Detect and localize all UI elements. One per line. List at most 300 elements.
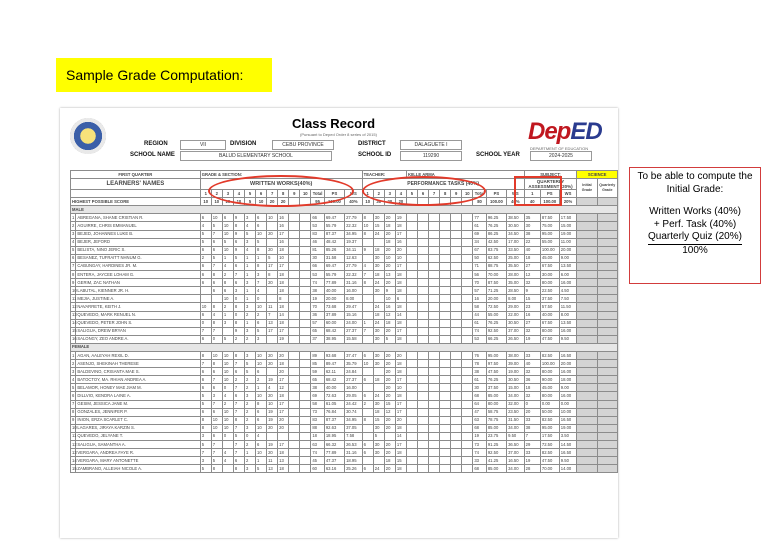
pt-score [429, 246, 440, 254]
initial-grade-cell [577, 351, 597, 359]
qa-ws: 9.50 [559, 457, 577, 465]
pt-score: 6 [362, 392, 373, 400]
pt-score: 20 [384, 465, 395, 473]
pt-ps: 62.50 [486, 254, 506, 262]
pt-score [462, 238, 473, 246]
pt-score [451, 262, 462, 270]
pt-score [362, 335, 373, 343]
row-number: 15 [71, 465, 76, 473]
quarterly-grade-cell [597, 351, 617, 359]
table-row [71, 295, 618, 303]
ww-score: 6 [200, 311, 211, 319]
pt-score [440, 214, 451, 222]
ww-score: 8 [211, 319, 222, 327]
initial-grade-cell [577, 360, 597, 368]
pt-score [362, 368, 373, 376]
pt-score: 18 [395, 368, 406, 376]
pt-score [362, 238, 373, 246]
pt-ws: 30.50 [507, 319, 525, 327]
pt-ps: 47.50 [486, 368, 506, 376]
ww-score: 7 [233, 360, 244, 368]
ww-score [267, 368, 278, 376]
hps-pt-ps: 100.00 [486, 198, 506, 206]
pt-score [429, 222, 440, 230]
pt-score: 30 [373, 287, 384, 295]
ww-score: 8 [233, 319, 244, 327]
qa-ps: 82.50 [540, 416, 559, 424]
ww-score: 5 [256, 238, 267, 246]
written-works-header: WRITTEN WORKS(40%) [200, 179, 362, 190]
pt-score [451, 327, 462, 335]
ww-score: 10 [222, 351, 233, 359]
pt-ws: 34.00 [507, 424, 525, 432]
qa-ws: 8.00 [559, 311, 577, 319]
ww-score: 16 [278, 238, 289, 246]
ww-score: 2 [244, 408, 255, 416]
pt-score [429, 295, 440, 303]
pt-total: 68 [473, 392, 487, 400]
pt-ws: 28.00 [507, 271, 525, 279]
initial-grade-cell [577, 424, 597, 432]
quarterly-grade-cell [597, 392, 617, 400]
ww-score: 10 [256, 392, 267, 400]
ww-score: 2 [244, 441, 255, 449]
hps-qa-score: 40 [524, 198, 540, 206]
pt-score: 30 [373, 449, 384, 457]
pt-score [451, 441, 462, 449]
learner-name: DILLVIO, KENDRA LAINE A. [76, 392, 200, 400]
qa-ps: 57.50 [540, 303, 559, 311]
pt-score: 17 [395, 408, 406, 416]
ww-score: 0 [211, 335, 222, 343]
qa-score: 15 [524, 295, 540, 303]
pt-ps: 85.00 [486, 465, 506, 473]
ww-ws: 35.79 [345, 360, 363, 368]
ww-score: 3 [200, 432, 211, 440]
pt-score [451, 222, 462, 230]
ww-ps: 38.95 [324, 335, 344, 343]
ww-total: 89 [311, 351, 325, 359]
table-row [71, 441, 618, 449]
qa-ps: 95.00 [540, 230, 559, 238]
ww-score: 4 [222, 392, 233, 400]
pt-ws: 32.00 [507, 400, 525, 408]
pt-score [451, 408, 462, 416]
quarterly-grade-cell [597, 465, 617, 473]
ww-score: 10 [222, 230, 233, 238]
row-number: 8 [71, 408, 76, 416]
ww-score [300, 392, 311, 400]
ww-score [289, 335, 300, 343]
ww-score: 10 [267, 400, 278, 408]
ww-score: 6 [200, 384, 211, 392]
pt-score [429, 238, 440, 246]
table-row [71, 303, 618, 311]
pt-score [418, 457, 429, 465]
ww-score: 2 [244, 384, 255, 392]
ww-score: 5 [244, 368, 255, 376]
pt-total: 53 [473, 335, 487, 343]
qa-score: 12 [524, 271, 540, 279]
ww-ps: 77.89 [324, 279, 344, 287]
pt-ps: 96.25 [486, 214, 506, 222]
pt-score [418, 416, 429, 424]
pt-col-number: 8 [440, 190, 451, 198]
ww-score: 10 [256, 424, 267, 432]
pt-score [451, 392, 462, 400]
qa-score: 27 [524, 319, 540, 327]
ww-ps: 93.68 [324, 351, 344, 359]
ww-col-number: 5 [244, 190, 255, 198]
pt-score: 20 [384, 351, 395, 359]
ww-score [300, 303, 311, 311]
pt-score: 30 [373, 327, 384, 335]
ww-score: 2 [200, 254, 211, 262]
pt-score [429, 424, 440, 432]
ww-score: 12 [278, 384, 289, 392]
pt-score: 30 [373, 351, 384, 359]
performance-tasks-header: PERFORMANCE TASKS (40%) [362, 179, 524, 190]
row-number: 14 [71, 319, 76, 327]
ww-score: 4 [267, 384, 278, 392]
ww-ws: 27.37 [345, 376, 363, 384]
quarterly-grade-cell [597, 384, 617, 392]
ww-score: 5 [211, 457, 222, 465]
ww-total: 70 [311, 303, 325, 311]
pt-score: 16 [395, 238, 406, 246]
pt-score: 8 [362, 230, 373, 238]
pt-total: 64 [473, 400, 487, 408]
pt-score [440, 295, 451, 303]
school-id-label: SCHOOL ID [358, 152, 392, 158]
pt-score [373, 238, 384, 246]
pt-score: 10 [362, 360, 373, 368]
ww-ws: 24.84 [345, 368, 363, 376]
qa-score: 18 [524, 384, 540, 392]
pt-ps: 95.00 [486, 351, 506, 359]
pt-score [462, 254, 473, 262]
table-row [71, 351, 618, 359]
ww-score: 3 [244, 279, 255, 287]
qa-score: 40 [524, 360, 540, 368]
pt-ps: 20.00 [486, 295, 506, 303]
hps-ww-score: 20 [267, 198, 278, 206]
ww-ps: 63.16 [324, 465, 344, 473]
ww-ps: 31.58 [324, 254, 344, 262]
pt-score: 17 [395, 400, 406, 408]
ww-score: 1 [256, 254, 267, 262]
pt-score [462, 295, 473, 303]
ww-score: 6 [211, 246, 222, 254]
grade-table [70, 170, 618, 473]
learner-name: INION, ERZA SCARLET C. [76, 416, 200, 424]
pt-score [462, 400, 473, 408]
pt-score [440, 400, 451, 408]
pt-score: 18 [373, 311, 384, 319]
quarterly-grade-cell [597, 408, 617, 416]
quarterly-grade-cell [597, 303, 617, 311]
ww-score: 8 [233, 416, 244, 424]
ww-score: 20 [267, 351, 278, 359]
ww-score [289, 311, 300, 319]
row-number: 8 [71, 271, 76, 279]
pt-score [451, 400, 462, 408]
ww-score: 9 [233, 327, 244, 335]
ww-score: 14 [278, 311, 289, 319]
ww-score: 18 [278, 449, 289, 457]
pt-score: 18 [395, 271, 406, 279]
ww-score: 19 [267, 441, 278, 449]
pt-score [418, 441, 429, 449]
ww-ws: 19.37 [345, 238, 363, 246]
pt-score [429, 254, 440, 262]
pt-score [418, 254, 429, 262]
pt-score: 17 [395, 376, 406, 384]
qa-ps: 95.00 [540, 424, 559, 432]
pt-score [440, 392, 451, 400]
pt-score: 18 [384, 319, 395, 327]
ww-score [300, 424, 311, 432]
pt-score [406, 424, 417, 432]
initial-grade-cell [577, 214, 597, 222]
pt-score [429, 303, 440, 311]
pt-score [418, 392, 429, 400]
ww-score: 10 [211, 351, 222, 359]
pt-score [418, 238, 429, 246]
ww-total: 38 [311, 384, 325, 392]
ww-score [300, 222, 311, 230]
pt-score [462, 424, 473, 432]
ww-score: 5 [222, 335, 233, 343]
qa-score: 16 [524, 311, 540, 319]
hps-pt-score: 20 [395, 198, 406, 206]
qa-ws: 3.50 [559, 432, 577, 440]
ww-score: 4 [222, 449, 233, 457]
ww-score: 6 [222, 214, 233, 222]
row-number: 9 [71, 416, 76, 424]
learner-name: VERGARA, MARY ANTONETTE [76, 457, 200, 465]
pt-score [429, 262, 440, 270]
ww-score: 7 [233, 408, 244, 416]
pt-total: 74 [473, 449, 487, 457]
pt-score: 18 [395, 465, 406, 473]
ww-score: 6 [256, 441, 267, 449]
pt-score [451, 335, 462, 343]
row-number: 1 [71, 214, 76, 222]
ww-score: 10 [256, 360, 267, 368]
pt-score [362, 287, 373, 295]
ww-ps: 87.37 [324, 416, 344, 424]
pt-score [406, 238, 417, 246]
ww-score: 2 [244, 400, 255, 408]
ww-total: 60 [311, 465, 325, 473]
pt-score: 18 [395, 360, 406, 368]
row-number: 16 [71, 335, 76, 343]
qa-ws: 9.00 [559, 384, 577, 392]
hps-quarterly-grade [597, 198, 617, 206]
hps-pt-score [418, 198, 429, 206]
pt-score [418, 303, 429, 311]
ww-score: 16 [278, 222, 289, 230]
pt-ps: 87.50 [486, 279, 506, 287]
pt-score [462, 230, 473, 238]
pt-score: 10 [395, 384, 406, 392]
ww-score [278, 432, 289, 440]
deped-logo-subtitle: DEPARTMENT OF EDUCATION [530, 146, 589, 151]
pt-score [451, 360, 462, 368]
pt-ws: 26.50 [507, 335, 525, 343]
pt-score: 5 [373, 432, 384, 440]
pt-score [406, 432, 417, 440]
qa-ws: 16.00 [559, 327, 577, 335]
pt-score: 15 [373, 222, 384, 230]
pt-score: 19 [395, 214, 406, 222]
ww-score: 17 [278, 400, 289, 408]
ww-score [300, 295, 311, 303]
class-record-document [60, 108, 618, 538]
qa-score: 33 [524, 351, 540, 359]
pt-score [429, 279, 440, 287]
ww-score [289, 303, 300, 311]
ww-score: 17 [278, 327, 289, 335]
ww-score: 2 [222, 303, 233, 311]
pt-score [451, 368, 462, 376]
pt-score: 20 [384, 327, 395, 335]
ww-score [289, 360, 300, 368]
ww-score [289, 351, 300, 359]
pt-score [429, 271, 440, 279]
pt-score [362, 254, 373, 262]
region-label: REGION [144, 141, 168, 147]
ww-score [267, 287, 278, 295]
ww-score: 10 [267, 214, 278, 222]
pt-ws: 34.00 [507, 465, 525, 473]
ww-score: 7 [200, 360, 211, 368]
pt-total: 58 [473, 303, 487, 311]
pt-ps: 85.00 [486, 424, 506, 432]
qa-ws: 19.00 [559, 230, 577, 238]
pt-score [462, 327, 473, 335]
pt-ws: 17.00 [507, 238, 525, 246]
pt-score: 10 [384, 254, 395, 262]
pt-total: 47 [473, 408, 487, 416]
pt-score [418, 465, 429, 473]
pt-score [429, 384, 440, 392]
ww-score: 10 [222, 222, 233, 230]
ww-score: 7 [211, 441, 222, 449]
sample-grade-banner [56, 58, 272, 92]
ww-total: 74 [311, 279, 325, 287]
pt-score: 24 [373, 230, 384, 238]
learner-name: GONZALES, JENNIFER P. [76, 408, 200, 416]
pt-score [418, 222, 429, 230]
ww-score: 6 [233, 457, 244, 465]
ww-score: 4 [244, 222, 255, 230]
ww-score [300, 441, 311, 449]
pt-score [451, 416, 462, 424]
pt-score [406, 287, 417, 295]
quarterly-grade-cell [597, 246, 617, 254]
ww-score: 11 [267, 457, 278, 465]
ww-score: 17 [278, 376, 289, 384]
table-row [71, 432, 618, 440]
ww-score: 1 [244, 271, 255, 279]
ww-score: 3 [244, 424, 255, 432]
pt-score [440, 311, 451, 319]
qa-score: 32 [524, 279, 540, 287]
pt-score [451, 214, 462, 222]
pt-score: 1 [362, 319, 373, 327]
quarterly-grade-cell [597, 230, 617, 238]
pt-score [406, 254, 417, 262]
row-number: 11 [71, 295, 76, 303]
ww-score: 2 [256, 376, 267, 384]
table-row [71, 230, 618, 238]
ww-score [289, 271, 300, 279]
ww-score: 10 [256, 351, 267, 359]
pt-score [406, 465, 417, 473]
ww-score: 3 [244, 351, 255, 359]
ww-ps: 68.42 [324, 376, 344, 384]
quarterly-grade-cell [597, 238, 617, 246]
qa-ws: 16.50 [559, 416, 577, 424]
ww-score: 18 [278, 392, 289, 400]
qa-ws: 9.00 [559, 254, 577, 262]
ww-score [289, 449, 300, 457]
ww-score [289, 424, 300, 432]
qa-ps: 70.00 [540, 465, 559, 473]
ww-ps: 47.37 [324, 457, 344, 465]
ww-score [289, 384, 300, 392]
ww-score [300, 408, 311, 416]
learner-name: QUEVEDO, JELYANE T. [76, 432, 200, 440]
pt-score: 9 [384, 287, 395, 295]
qa-ps: 37.50 [540, 295, 559, 303]
pt-total: 69 [473, 230, 487, 238]
pt-score [429, 360, 440, 368]
ww-ps: 73.68 [324, 303, 344, 311]
initial-grade-cell [577, 271, 597, 279]
pt-score [462, 368, 473, 376]
pt-col-number: 1 [362, 190, 373, 198]
hps-pt-ws: 40% [507, 198, 525, 206]
pt-score: 18 [384, 222, 395, 230]
ww-score [289, 279, 300, 287]
learner-name: LABUTAL, KIENNER JR. H. [76, 287, 200, 295]
school-year-label: SCHOOL YEAR [476, 152, 520, 158]
initial-grade-cell [577, 465, 597, 473]
qa-ps: 0.00 [540, 400, 559, 408]
qa-ps: 22.50 [540, 287, 559, 295]
pt-score [406, 360, 417, 368]
pt-score: 18 [384, 457, 395, 465]
ww-score: 1 [244, 319, 255, 327]
hps-ww-total: 95 [311, 198, 325, 206]
pt-score: 30 [373, 214, 384, 222]
quarterly-grade-cell [597, 295, 617, 303]
ww-score: 10 [256, 303, 267, 311]
ww-score: 6 [200, 214, 211, 222]
pt-score [418, 279, 429, 287]
ww-score: 5 [233, 432, 244, 440]
pt-score [418, 432, 429, 440]
quarterly-grade-cell [597, 262, 617, 270]
pt-score [451, 424, 462, 432]
qa-ws: 13.50 [559, 319, 577, 327]
quarterly-grade-cell [597, 327, 617, 335]
pt-score [440, 279, 451, 287]
ww-score: 8 [256, 246, 267, 254]
